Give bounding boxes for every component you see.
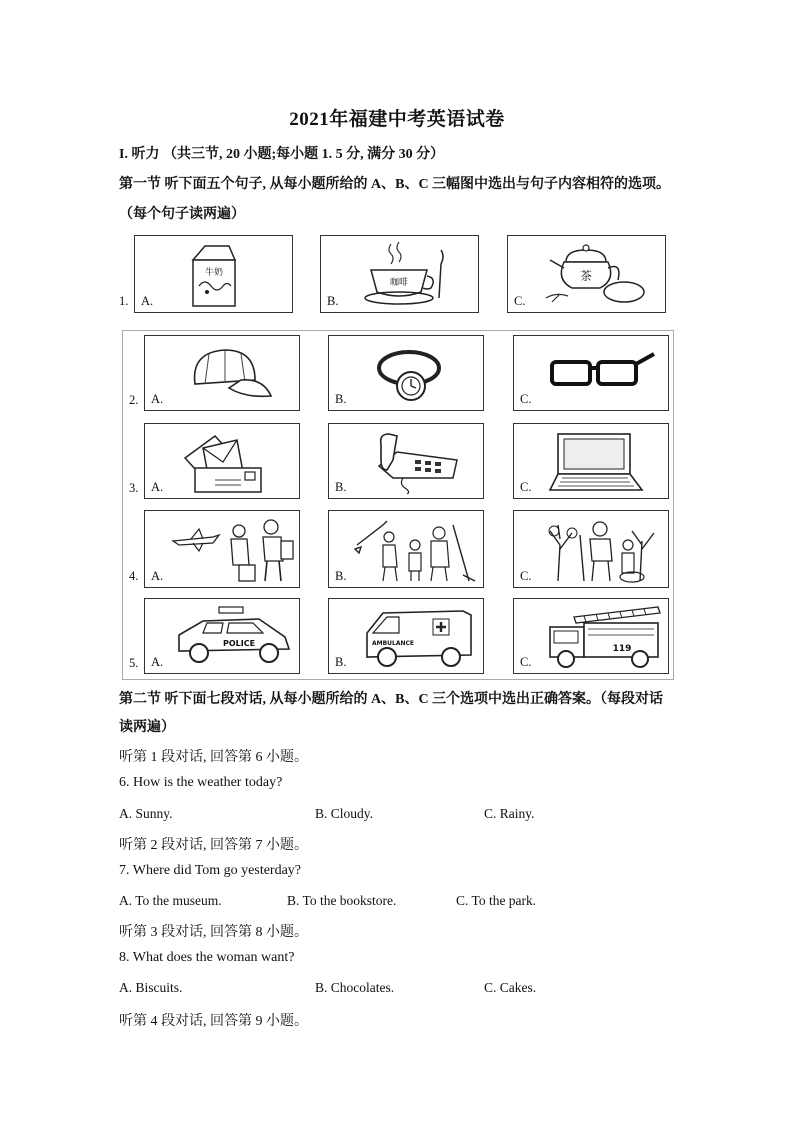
option-label: C.: [520, 655, 532, 669]
answer-option[interactable]: C. Cakes.: [484, 980, 537, 995]
question-number: 3.: [129, 481, 139, 495]
answer-option[interactable]: C. Rainy.: [484, 806, 535, 821]
police-car-icon: [173, 605, 297, 669]
question-text: 8. What does the woman want?: [119, 950, 295, 965]
picture-option-1b[interactable]: [320, 235, 479, 313]
letters-icon: [181, 430, 271, 496]
option-label: B.: [327, 294, 339, 308]
question-number: 5.: [129, 656, 139, 670]
picture-option-4c[interactable]: [513, 510, 669, 588]
watch-icon: [373, 342, 449, 406]
picture-option-1c[interactable]: [507, 235, 666, 313]
answer-option[interactable]: C. To the park.: [456, 893, 537, 908]
milk-label: 牛奶: [204, 268, 224, 278]
cap-icon: [185, 344, 275, 404]
fire-engine-icon: [544, 603, 664, 669]
picture-option-4b[interactable]: [328, 510, 484, 588]
option-label: A.: [151, 392, 164, 406]
option-label: A.: [151, 480, 164, 494]
cleaning-scene-icon: [353, 515, 479, 585]
option-label: B.: [335, 480, 347, 494]
option-label: A.: [151, 569, 164, 583]
option-label: C.: [514, 294, 526, 308]
question-number: 2.: [129, 393, 139, 407]
picture-option-2c[interactable]: [513, 335, 669, 411]
dialogue-intro: 听第 4 段对话, 回答第 9 小题。: [119, 1014, 308, 1029]
picture-option-2a[interactable]: [144, 335, 300, 411]
answer-option[interactable]: B. To the bookstore.: [287, 893, 397, 908]
telephone-icon: [373, 430, 461, 494]
glasses-icon: [548, 348, 658, 388]
picture-option-5a[interactable]: [144, 598, 300, 674]
dialogue-intro: 听第 1 段对话, 回答第 6 小题。: [119, 750, 308, 765]
tea-label: 茶: [579, 269, 593, 283]
laptop-icon: [548, 430, 648, 494]
milk-carton-icon: [185, 242, 241, 308]
travel-scene-icon: [169, 515, 297, 585]
answer-option[interactable]: A. Biscuits.: [119, 980, 183, 995]
picture-option-5c[interactable]: [513, 598, 669, 674]
answer-option[interactable]: A. Sunny.: [119, 806, 173, 821]
question-number: 1.: [119, 294, 129, 308]
coffee-label: 咖啡: [389, 278, 409, 288]
picture-option-3b[interactable]: [328, 423, 484, 499]
option-label: C.: [520, 392, 532, 406]
question-number: 4.: [129, 569, 139, 583]
question-text: 7. Where did Tom go yesterday?: [119, 863, 302, 878]
section-heading: I. 听力 （共三节, 20 小题;每小题 1. 5 分, 满分 30 分）: [119, 147, 445, 162]
teapot-icon: [542, 240, 652, 310]
coffee-cup-icon: [361, 238, 453, 310]
answer-option[interactable]: B. Chocolates.: [315, 980, 395, 995]
option-label: A.: [141, 294, 154, 308]
page-title: 2021年福建中考英语试卷: [289, 109, 505, 130]
part1-instruction: 第一节 听下面五个句子, 从每小题所给的 A、B、C 三幅图中选出与句子内容相符的选项。: [119, 177, 671, 192]
picture-option-1a[interactable]: [134, 235, 293, 313]
option-label: C.: [520, 480, 532, 494]
ambulance-icon: [363, 603, 475, 669]
picture-option-3c[interactable]: [513, 423, 669, 499]
dialogue-intro: 听第 3 段对话, 回答第 8 小题。: [119, 925, 308, 940]
part2-instruction: 第二节 听下面七段对话, 从每小题所给的 A、B、C 三个选项中选出正确答案。（每段对话: [119, 692, 664, 707]
answer-option[interactable]: A. To the museum.: [119, 893, 222, 908]
option-label: A.: [151, 655, 164, 669]
option-label: B.: [335, 655, 347, 669]
part2-instruction-continued: 读两遍）: [119, 720, 175, 735]
ambulance-label: AMBULANCE: [371, 640, 415, 647]
picture-option-3a[interactable]: [144, 423, 300, 499]
picture-option-4a[interactable]: [144, 510, 300, 588]
fire-engine-number: 119: [612, 644, 632, 654]
dialogue-intro: 听第 2 段对话, 回答第 7 小题。: [119, 838, 308, 853]
option-label: B.: [335, 392, 347, 406]
option-label: B.: [335, 569, 347, 583]
question-text: 6. How is the weather today?: [119, 775, 283, 790]
picture-option-2b[interactable]: [328, 335, 484, 411]
part1-instruction-continued: （每个句子读两遍）: [119, 207, 245, 222]
police-label: POLICE: [222, 639, 256, 648]
answer-option[interactable]: B. Cloudy.: [315, 806, 374, 821]
tree-planting-scene-icon: [544, 515, 662, 585]
picture-option-5b[interactable]: [328, 598, 484, 674]
option-label: C.: [520, 569, 532, 583]
